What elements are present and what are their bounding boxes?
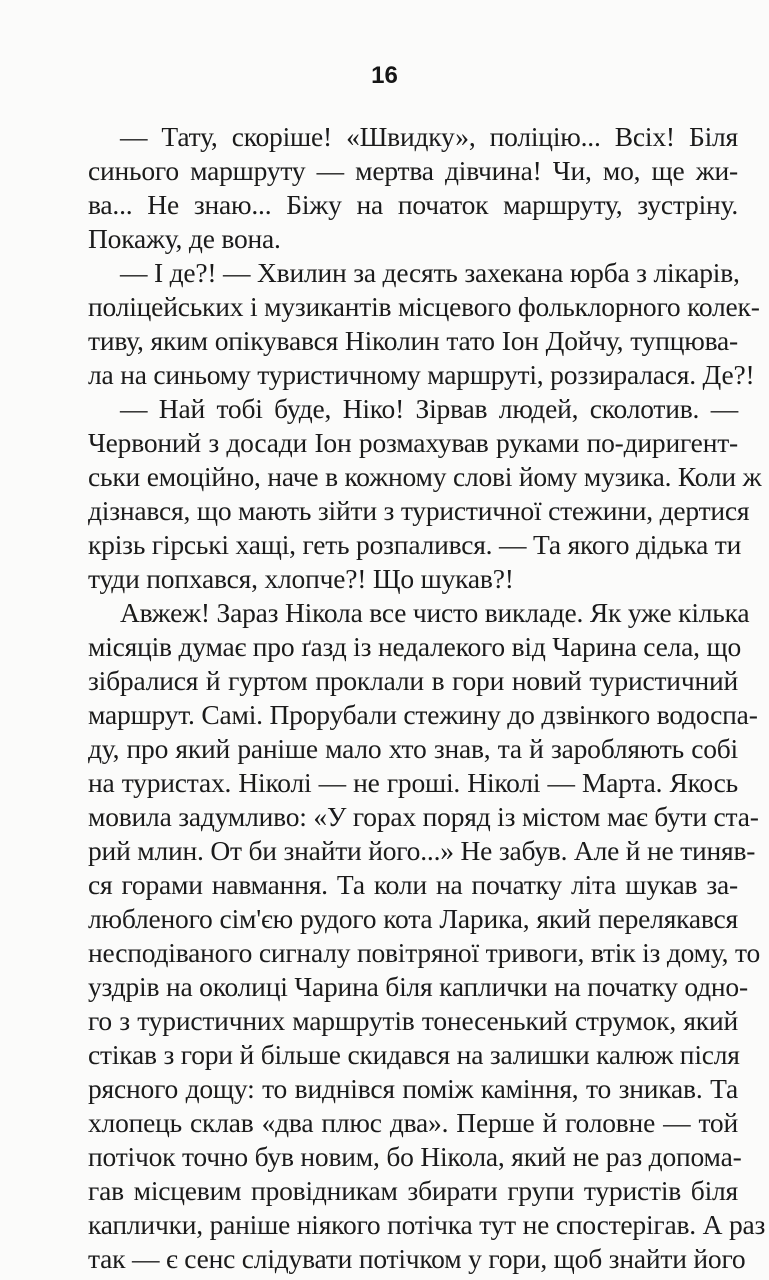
text-line: Червоний з досади Іон розмахував руками по-диригент- — [88, 427, 738, 458]
text-line: поліцейських і музикантів місцевого фольклорного колек- — [88, 291, 760, 322]
text-line: несподіваного сигналу повітряної тривоги, втік із дому, то — [88, 937, 761, 968]
text-line: рясного дощу: то виднівся поміж каміння, то зникав. Та — [88, 1073, 738, 1104]
text-line: потічок точно був новим, бо Нікола, який не раз допома- — [88, 1141, 742, 1172]
text-line: Авжеж! Зараз Нікола все чисто викладе. Як уже кілька — [120, 597, 750, 628]
text-line: маршрут. Самі. Прорубали стежину до дзвінкого водоспа- — [88, 699, 758, 730]
text-line: дізнався, що мають зійти з туристичної стежини, дертися — [88, 495, 750, 526]
text-line: так — є сенс слідувати потічком у гори, щоб знайти його — [88, 1243, 746, 1274]
text-line: ськи емоційно, наче в кожному слові йому музика. Коли ж — [88, 461, 762, 492]
text-line: хлопець склав «два плюс два». Перше й головне — той — [88, 1107, 738, 1138]
text-line: тиву, яким опікувався Ніколин тато Іон Дойчу, тупцюва- — [88, 325, 738, 356]
text-line: уздрів на околиці Чарина біля каплички на початку одно- — [88, 971, 748, 1002]
text-line: каплички, раніше ніякого потічка тут не спостерігав. А раз — [88, 1209, 766, 1240]
text-line: — І де?! — Хвилин за десять захекана юрба з лікарів, — [120, 257, 740, 288]
text-line: ся горами навмання. Та коли на початку літа шукав за- — [88, 869, 738, 900]
page-number: 16 — [371, 62, 398, 89]
text-line: ла на синьому туристичному маршруті, роззиралася. Де?! — [88, 359, 755, 390]
text-line: ду, про який раніше мало хто знав, та й заробляють собі — [88, 733, 738, 764]
text-line: зібралися й гуртом проклали в гори новий туристичний — [88, 665, 738, 696]
text-line: місяців думає про ґазд із недалекого від Чарина села, що — [88, 631, 742, 662]
text-line: на туристах. Ніколі — не гроші. Ніколі — Марта. Якось — [88, 767, 738, 798]
text-line: гав місцевим провідникам збирати групи туристів біля — [88, 1175, 738, 1206]
text-line: стікав з гори й більше скидався на залишки калюж після — [88, 1039, 740, 1070]
text-line: го з туристичних маршрутів тонесенький струмок, який — [88, 1005, 738, 1036]
text-line: крізь гірські хащі, геть розпалився. — Та якого дідька ти — [88, 529, 742, 560]
text-line: — Тату, скоріше! «Швидку», поліцію... Всіх! Біля — [120, 121, 738, 152]
text-line: рий млин. От би знайти його...» Не забув. Але й не тиняв- — [88, 835, 756, 866]
text-line: туди попхався, хлопче?! Що шукав?! — [88, 563, 514, 594]
text-line: Покажу, де вона. — [88, 223, 281, 254]
text-line: мовила задумливо: «У горах поряд із містом має бути ста- — [88, 801, 759, 832]
text-line: синього маршруту — мертва дівчина! Чи, мо, ще жи- — [88, 155, 738, 186]
text-line: ва... Не знаю... Біжу на початок маршруту, зустріну. — [88, 189, 738, 220]
text-line: — Най тобі буде, Ніко! Зірвав людей, сколотив. — — [120, 393, 738, 424]
text-line: любленого сім'єю рудого кота Ларика, який перелякався — [88, 903, 738, 934]
